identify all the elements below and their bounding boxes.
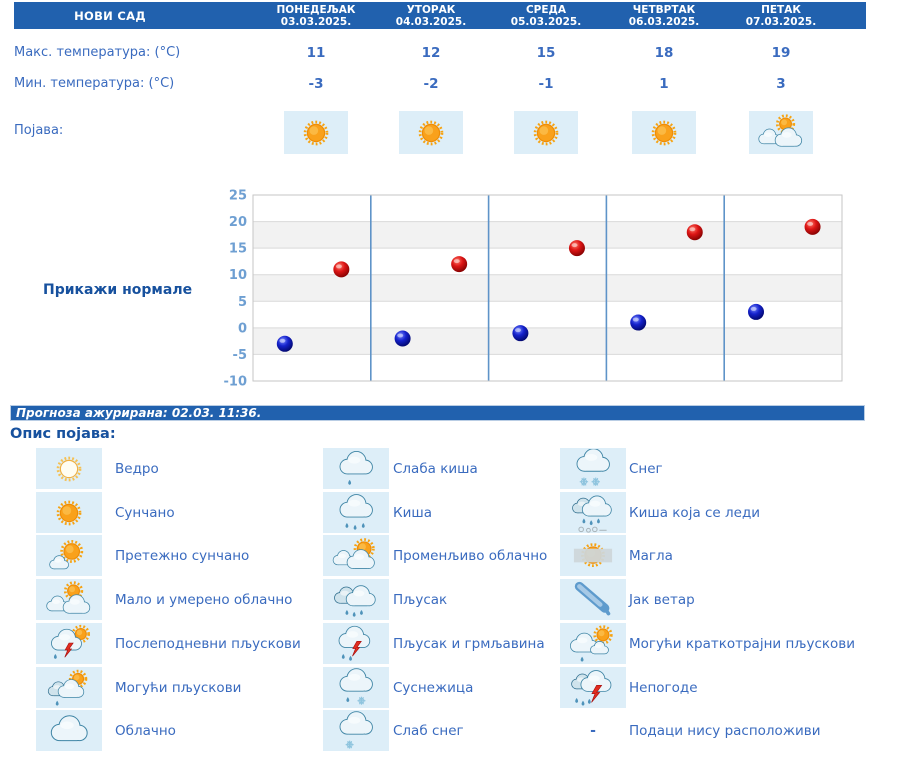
legend-label: Суснежица [393, 679, 474, 696]
legend-icon-tile [323, 492, 389, 533]
day-date: 04.03.2025. [395, 15, 467, 28]
svg-text:-10: -10 [223, 374, 247, 390]
fog-icon [563, 536, 623, 576]
show-normals-link[interactable]: Прикажи нормале [43, 282, 193, 298]
legend-item [323, 623, 545, 664]
sunny-icon [517, 113, 575, 153]
day-name: ПЕТАК [761, 3, 801, 16]
phenomenon-label: Појава: [14, 123, 64, 138]
legend-icon-tile [36, 667, 102, 708]
max-temp-label: Макс. температура: (°C) [14, 45, 181, 60]
legend-icon-tile [560, 667, 626, 708]
legend-label: Могући краткотрајни пљускови [629, 635, 856, 652]
day-header-2 [366, 2, 496, 29]
legend-icon-tile [323, 710, 389, 751]
legend-item [323, 448, 478, 489]
legend-icon-tile [560, 492, 626, 533]
svg-text:10: 10 [228, 268, 247, 284]
legend-item [36, 710, 176, 751]
legend-label: Непогоде [629, 679, 698, 696]
sunny-icon [39, 493, 99, 533]
svg-text:25: 25 [228, 188, 247, 204]
strong-wind-icon [563, 580, 623, 620]
legend-label: Слаба киша [393, 460, 478, 477]
legend-item [560, 623, 855, 664]
legend-label: Мало и умерено облачно [115, 591, 293, 608]
legend-icon-tile [323, 579, 389, 620]
light-rain-icon [326, 449, 386, 489]
day-header-4 [599, 2, 729, 29]
svg-text:5: 5 [237, 294, 247, 310]
city-name: НОВИ САД [74, 8, 146, 23]
legend-item [36, 579, 292, 620]
max-temp-value: 11 [306, 45, 326, 61]
afternoon-showers-icon [39, 624, 99, 664]
legend-icon-tile [36, 579, 102, 620]
day-name: ПОНЕДЕЉАК [276, 3, 356, 16]
legend-label: Снег [629, 460, 663, 477]
rain-icon [326, 493, 386, 533]
legend-label: Послеподневни пљускови [115, 635, 301, 652]
legend-icon-tile [36, 448, 102, 489]
legend-label: Пљусак [393, 591, 448, 608]
day-date: 06.03.2025. [628, 15, 700, 28]
partly-cloudy-icon [39, 580, 99, 620]
legend-icon-tile [36, 535, 102, 576]
day-header-3 [481, 2, 611, 29]
legend-icon-tile [560, 535, 626, 576]
day-name: СРЕДА [525, 3, 567, 16]
min-temp-value: -2 [423, 76, 439, 92]
clear-icon [39, 449, 99, 489]
legend-label: Могући пљускови [115, 679, 242, 696]
svg-text:20: 20 [228, 215, 247, 231]
legend-item [36, 448, 159, 489]
variable-cloudy-icon [326, 536, 386, 576]
partly-cloudy-icon [752, 113, 810, 153]
legend-icon-tile [560, 710, 626, 751]
legend-icon-tile [323, 535, 389, 576]
legend-item [323, 492, 432, 533]
day-header-5 [716, 2, 846, 29]
sunny-icon [635, 113, 693, 153]
day-header-1 [251, 2, 381, 29]
max-temp-value: 18 [654, 45, 674, 61]
no-data-dash: - [590, 722, 596, 739]
legend-icon-tile [36, 710, 102, 751]
sleet-icon [326, 668, 386, 708]
possible-short-showers-icon [563, 624, 623, 664]
min-temp-value: -3 [308, 76, 324, 92]
phenomenon-icon-tile [284, 111, 348, 154]
day-date: 03.03.2025. [280, 15, 352, 28]
legend-item [36, 492, 175, 533]
max-temp-value: 19 [771, 45, 791, 61]
min-temp-value: 3 [776, 76, 786, 92]
legend-label: Подаци нису расположиви [629, 722, 821, 739]
legend-label: Ведро [115, 460, 159, 477]
day-name: УТОРАК [406, 3, 456, 16]
legend-item [560, 579, 695, 620]
max-temp-value: 12 [421, 45, 441, 61]
legend-item [560, 535, 673, 576]
legend-icon-tile [560, 579, 626, 620]
legend-icon-tile [323, 667, 389, 708]
legend-item [36, 623, 301, 664]
snow-icon [563, 449, 623, 489]
phenomenon-icon-tile [632, 111, 696, 154]
min-temp-value: -1 [538, 76, 554, 92]
legend-item [560, 492, 760, 533]
sunny-icon [287, 113, 345, 153]
legend-item [323, 667, 473, 708]
legend-label: Слаб снег [393, 722, 464, 739]
legend-icon-tile [560, 623, 626, 664]
legend-label: Јак ветар [629, 591, 695, 608]
day-name: ЧЕТВРТАК [632, 3, 696, 16]
svg-text:15: 15 [228, 241, 247, 257]
legend-label: Променљиво облачно [393, 547, 548, 564]
max-temp-value: 15 [536, 45, 556, 61]
forecast-updated-bar [10, 405, 865, 421]
legend-item [560, 448, 663, 489]
legend-label: Киша [393, 504, 432, 521]
svg-text:-5: -5 [232, 347, 247, 363]
legend-icon-tile [560, 448, 626, 489]
sunny-icon [402, 113, 460, 153]
phenomenon-icon-tile [749, 111, 813, 154]
legend-label: Магла [629, 547, 673, 564]
svg-text:0: 0 [237, 321, 247, 337]
legend-item [323, 710, 464, 751]
legend-icon-tile [36, 623, 102, 664]
legend-item [36, 535, 249, 576]
legend-label: Претежно сунчано [115, 547, 250, 564]
min-temp-label: Мин. температура: (°C) [14, 76, 175, 91]
mostly-sunny-icon [39, 536, 99, 576]
cloudy-icon [39, 711, 99, 751]
phenomenon-icon-tile [399, 111, 463, 154]
legend-icon-tile [36, 492, 102, 533]
legend-label: Сунчано [115, 504, 175, 521]
legend-label: Киша која се леди [629, 504, 761, 521]
light-snow-icon [326, 711, 386, 751]
legend-item [560, 667, 698, 708]
temperature-chart [210, 183, 860, 393]
min-temp-value: 1 [659, 76, 669, 92]
legend-item [560, 710, 820, 751]
legend-icon-tile [323, 448, 389, 489]
legend-item [36, 667, 241, 708]
possible-showers-icon [39, 668, 99, 708]
phenomenon-icon-tile [514, 111, 578, 154]
legend-label: Пљусак и грмљавина [393, 635, 545, 652]
legend-item [323, 579, 447, 620]
storm-icon [563, 668, 623, 708]
legend-title: Опис појава: [10, 426, 116, 442]
legend-label: Облачно [115, 722, 176, 739]
day-date: 05.03.2025. [510, 15, 582, 28]
freezing-rain-icon [563, 493, 623, 533]
forecast-updated-text: Прогноза ажурирана: 02.03. 11:36. [16, 406, 262, 420]
legend-icon-tile [323, 623, 389, 664]
shower-icon [326, 580, 386, 620]
legend-item [323, 535, 547, 576]
shower-thunder-icon [326, 624, 386, 664]
day-date: 07.03.2025. [745, 15, 817, 28]
